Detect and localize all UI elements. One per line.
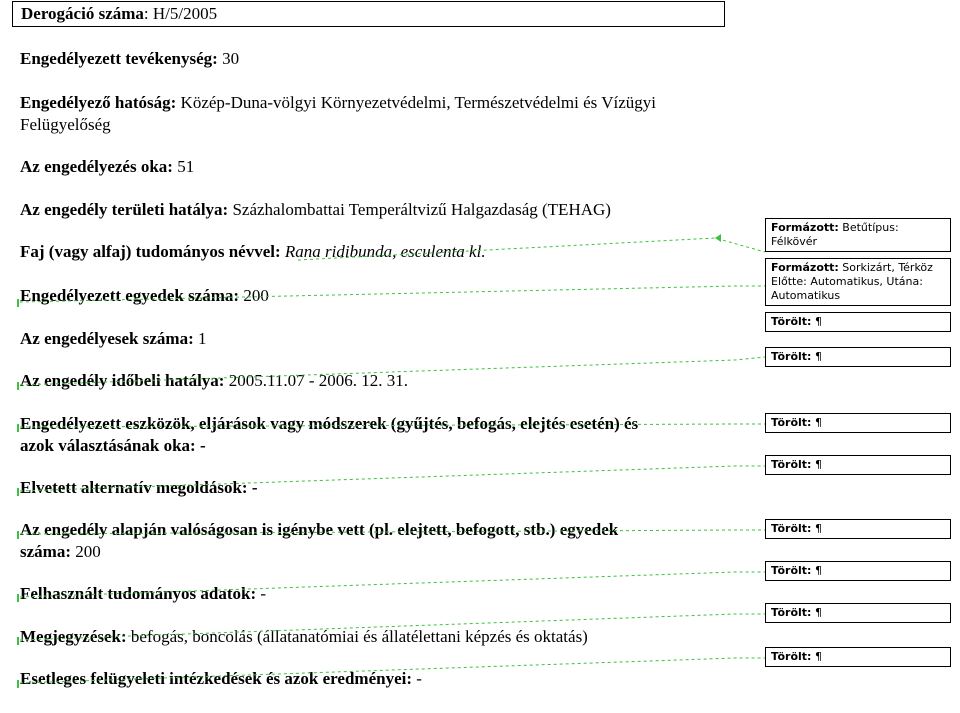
science-value: - <box>256 584 267 603</box>
comment-balloon[interactable] <box>765 519 951 539</box>
title-label: Derogáció száma <box>21 4 144 23</box>
comment-label: Törölt: <box>771 606 812 619</box>
used-value: 200 <box>70 542 101 561</box>
alternatives-label: Elvetett alternatív megoldások: <box>20 478 248 497</box>
permits-label: Az engedélyesek száma: <box>20 329 194 348</box>
authority-label: Engedélyező hatóság: <box>20 93 177 112</box>
comment-text: ¶ <box>811 606 822 619</box>
comment-label: Törölt: <box>771 315 812 328</box>
comment-label: Törölt: <box>771 416 812 429</box>
comment-balloon[interactable] <box>765 455 951 475</box>
methods-label: Engedélyezett eszközök, eljárások vagy módszerek (gyűjtés, befogás, elejtés esetén) és <box>20 414 639 433</box>
comment-text: ¶ <box>811 650 822 663</box>
comment-balloon[interactable] <box>765 603 951 623</box>
authority-value-cont: Felügyelőség <box>20 115 111 134</box>
time-label: Az engedély időbeli hatálya: <box>20 371 225 390</box>
permits-value: 1 <box>193 329 207 348</box>
comment-balloon[interactable] <box>765 312 951 332</box>
comment-label: Formázott: <box>771 261 839 274</box>
reason-value: 51 <box>172 157 195 176</box>
notes-label: Megjegyzések: <box>20 627 127 646</box>
reason-label: Az engedélyezés oka: <box>20 157 173 176</box>
comment-balloon[interactable] <box>765 347 951 367</box>
comment-label: Törölt: <box>771 350 812 363</box>
comment-text: ¶ <box>811 458 822 471</box>
species-value: Rana ridibunda, esculenta kl. <box>280 242 486 261</box>
measures-value: - <box>412 669 422 688</box>
measures-label: Esetleges felügyeleti intézkedések és azok eredményei: <box>20 669 413 688</box>
comment-label: Formázott: <box>771 221 839 234</box>
methods-value: - <box>195 436 206 455</box>
alternatives-value: - <box>247 478 258 497</box>
comment-text: ¶ <box>811 564 822 577</box>
count-value: 200 <box>239 286 269 305</box>
comment-text: ¶ <box>811 315 822 328</box>
count-label: Engedélyezett egyedek száma: <box>20 286 240 305</box>
title-value: : H/5/2005 <box>143 4 218 23</box>
activity-value: 30 <box>217 49 240 68</box>
comment-text: ¶ <box>811 350 822 363</box>
comment-label: Törölt: <box>771 650 812 663</box>
comment-text: Sorkizárt, Térköz Előtte: Automatikus, Utána: Automatikus <box>771 261 933 302</box>
used-label: Az engedély alapján valóságosan is igénybe vett (pl. elejtett, befogott, stb.) egyedek <box>20 520 619 539</box>
comment-label: Törölt: <box>771 522 812 535</box>
science-label: Felhasznált tudományos adatok: <box>20 584 257 603</box>
comment-balloon[interactable] <box>765 258 951 306</box>
notes-value: befogás, boncolás (állatanatómiai és állatélettani képzés és oktatás) <box>126 627 588 646</box>
comment-text: Betűtípus: Félkövér <box>771 221 899 248</box>
scope-label: Az engedély területi hatálya: <box>20 200 229 219</box>
comment-label: Törölt: <box>771 458 812 471</box>
comment-text: ¶ <box>811 522 822 535</box>
comment-balloon[interactable] <box>765 218 951 252</box>
comment-balloon[interactable] <box>765 561 951 581</box>
time-value: 2005.11.07 - 2006. 12. 31. <box>224 371 408 390</box>
comment-text: ¶ <box>811 416 822 429</box>
comment-balloon[interactable] <box>765 413 951 433</box>
methods-label-cont: azok választásának oka: <box>20 436 196 455</box>
authority-value: Közép-Duna-völgyi Környezetvédelmi, Természetvédelmi és Vízügyi <box>176 93 656 112</box>
scope-value: Százhalombattai Temperáltvizű Halgazdaság (TEHAG) <box>228 200 611 219</box>
species-label: Faj (vagy alfaj) tudományos névvel: <box>20 242 281 261</box>
activity-label: Engedélyezett tevékenység: <box>20 49 218 68</box>
used-label-cont: száma: <box>20 542 71 561</box>
comment-balloon[interactable] <box>765 647 951 667</box>
comment-label: Törölt: <box>771 564 812 577</box>
